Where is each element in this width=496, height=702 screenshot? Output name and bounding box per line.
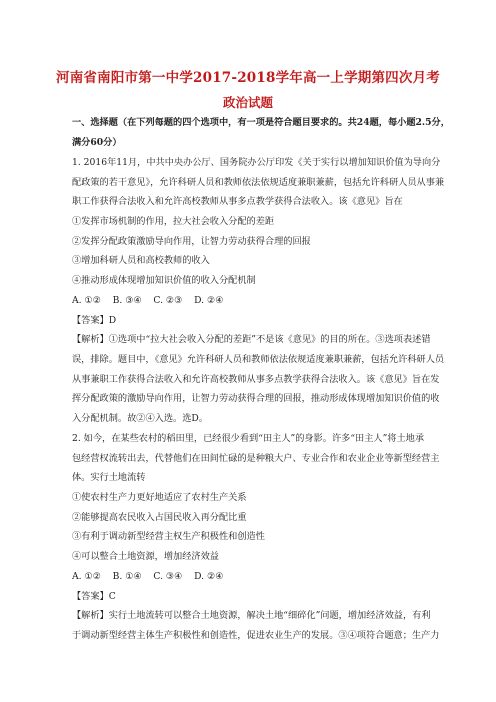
q2-stem-line-1: 2. 如今，在某些农村的稻田里，已经很少看到“田主人”的身影。许多“田主人”将土地承: [72, 433, 425, 444]
q2-choices: A. ①② B. ①④ C. ③④ D. ②④: [72, 571, 224, 582]
q1-choices: A. ①② B. ③④ C. ②③ D. ②④: [72, 295, 224, 306]
section-heading-line-1: 一、选择题（在下列每题的四个选项中，有一项是符合题目要求的。共24题，每小题2.5分，: [72, 117, 450, 128]
q2-option-2: ②能够提高农民收入占国民收入再分配比重: [72, 512, 247, 523]
q1-analysis-line-3: 从事兼职工作获得合法收入和允许高校教师从事多点教学获得合法收入。该《意见》旨在发: [72, 374, 440, 385]
q2-answer: 【答案】C: [72, 591, 116, 602]
q1-analysis-line-5: 入分配机制。故②④入选。选D。: [72, 413, 208, 424]
q2-analysis-line-1: 【解析】实行土地流转可以整合土地资源，解决土地“细碎化”问题，增加经济效益，有利: [72, 610, 431, 621]
q2-stem-line-3: 体。实行土地流转: [72, 472, 146, 483]
q2-option-4: ④可以整合土地资源，增加经济效益: [72, 551, 219, 562]
q1-stem-line-1: 1. 2016年11月，中共中央办公厅、国务院办公厅印发《关于实行以增加知识价值为导向分: [72, 157, 441, 168]
q1-answer: 【答案】D: [72, 315, 117, 326]
q1-option-4: ④推动形成体现增加知识价值的收入分配机制: [72, 275, 256, 286]
q1-option-1: ①发挥市场机制的作用，拉大社会收入分配的差距: [72, 216, 275, 227]
document-title: 河南省南阳市第一中学2017-2018学年高一上学期第四次月考: [56, 70, 440, 86]
q2-stem-line-2: 包经营权流转出去，代替他们在田间忙碌的是种粮大户、专业合作和农业企业等新型经营主: [72, 453, 440, 464]
q2-analysis-line-2: 于调动新型经营主体生产积极性和创造性，促进农业生产的发展。③④项符合题意；生产力: [72, 630, 440, 641]
q1-analysis-line-1: 【解析】①选项中“拉大社会收入分配的差距”不是该《意见》的目的所在。③选项表述错: [72, 334, 431, 345]
section-heading-line-2: 满分60分）: [72, 137, 122, 148]
q1-analysis-line-4: 挥分配政策的激励导向作用，让智力劳动获得合理的回报，推动形成体现增加知识价值的收: [72, 393, 440, 404]
q1-analysis-line-2: 误，排除。题目中，《意见》允许科研人员和教师依法依规适度兼职兼薪，包括允许科研人员: [72, 354, 445, 365]
q1-option-2: ②发挥分配政策激励导向作用，让智力劳动获得合理的回报: [72, 236, 311, 247]
q1-stem-line-2: 配政策的若干意见》，允许科研人员和教师依法依规适度兼职兼薪，包括允许科研人员从事兼: [72, 177, 445, 188]
q1-stem-line-3: 职工作获得合法收入和允许高校教师从事多点教学获得合法收入。该《意见》旨在: [72, 196, 403, 207]
q1-option-3: ③增加科研人员和高校教师的收入: [72, 255, 210, 266]
document-subtitle: 政治试题: [222, 95, 273, 110]
q2-option-3: ③有利于调动新型经营主权生产积极性和创造性: [72, 531, 265, 542]
q2-option-1: ①使农村生产力更好地适应了农村生产关系: [72, 492, 247, 503]
